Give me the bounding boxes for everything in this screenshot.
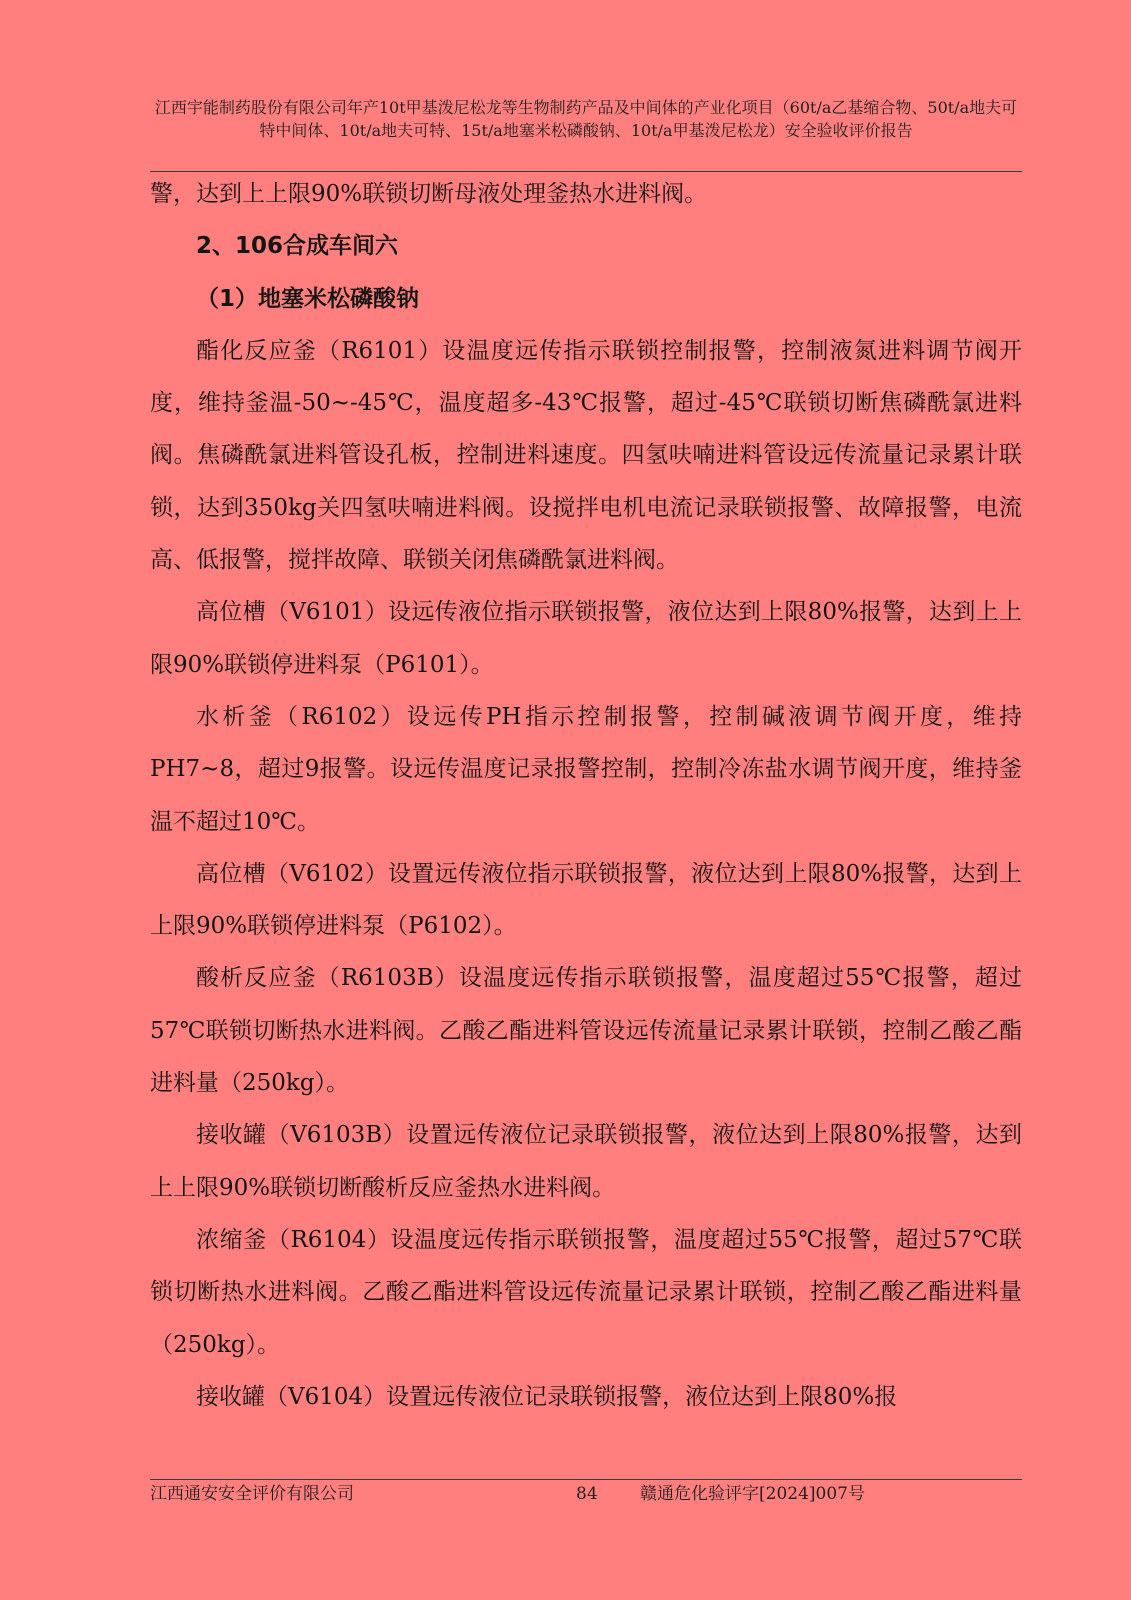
paragraph-r6102: 水析釜（R6102）设远传PH指示控制报警，控制碱液调节阀开度，维持PH7~8，超过9报警。设远传温度记录报警控制，控制冷冻盐水调节阀开度，维持釜温不超过10℃。 (150, 703, 1022, 835)
paragraph-v6102: 高位槽（V6102）设置远传液位指示联锁报警，液位达到上限80%报警，达到上上限90%联锁停进料泵（P6102）。 (150, 860, 1022, 940)
footer-company: 江西通安安全评价有限公司 (150, 1484, 354, 1504)
footer-divider (150, 1479, 1022, 1480)
report-title: 江西宇能制药股份有限公司年产10t甲基泼尼松龙等生物制药产品及中间体的产业化项目（60t/a乙基缩合物、50t/a地夫可特中间体、10t/a地夫可特、15t/a地塞米松磷酸钠、10t/a甲基泼尼松龙）安全验收评价报告 (154, 98, 1018, 140)
page-number: 84 (576, 1484, 598, 1504)
paragraph-continued: 警，达到上上限90%联锁切断母液处理釜热水进料阀。 (150, 181, 708, 207)
paragraph-r6104: 浓缩釜（R6104）设温度远传指示联锁报警，温度超过55℃报警，超过57℃联锁切断热水进料阀。乙酸乙酯进料管设远传流量记录累计联锁，控制乙酸乙酯进料量（250kg）。 (150, 1226, 1022, 1358)
paragraph-r6101: 酯化反应釜（R6101）设温度远传指示联锁控制报警，控制液氮进料调节阀开度，维持釜温-50~-45℃，温度超多-43℃报警，超过-45℃联锁切断焦磷酰氯进料阀。焦磷酰氯进料管设孔板，控制进料速度。四氢呋喃进料管设远传流量记录累计联锁，达到350kg关四氢呋喃进料阀。设搅拌电机电流记录联锁报警、故障报警，电流高、低报警，搅拌故障、联锁关闭焦磷酰氯进料阀。 (150, 337, 1022, 574)
document-number: 赣通危化验评字[2024]007号 (640, 1484, 865, 1504)
paragraph-v6101: 高位槽（V6101）设远传液位指示联锁报警，液位达到上限80%报警，达到上上限90%联锁停进料泵（P6101）。 (150, 599, 1022, 678)
page-body (150, 168, 1022, 1423)
subsection-heading: （1）地塞米松磷酸钠 (196, 285, 420, 312)
paragraph-r6103b: 酸析反应釜（R6103B）设温度远传指示联锁报警，温度超过55℃报警，超过57℃联锁切断热水进料阀。乙酸乙酯进料管设远传流量记录累计联锁，控制乙酸乙酯进料量（250kg）。 (150, 965, 1022, 1097)
section-heading: 2、106合成车间六 (196, 233, 399, 260)
paragraph-v6103b: 接收罐（V6103B）设置远传液位记录联锁报警，液位达到上限80%报警，达到上上限90%联锁切断酸析反应釜热水进料阀。 (150, 1122, 1022, 1201)
page-header (150, 96, 1022, 142)
paragraph-v6104: 接收罐（V6104）设置远传液位记录联锁报警，液位达到上限80%报 (196, 1383, 898, 1410)
